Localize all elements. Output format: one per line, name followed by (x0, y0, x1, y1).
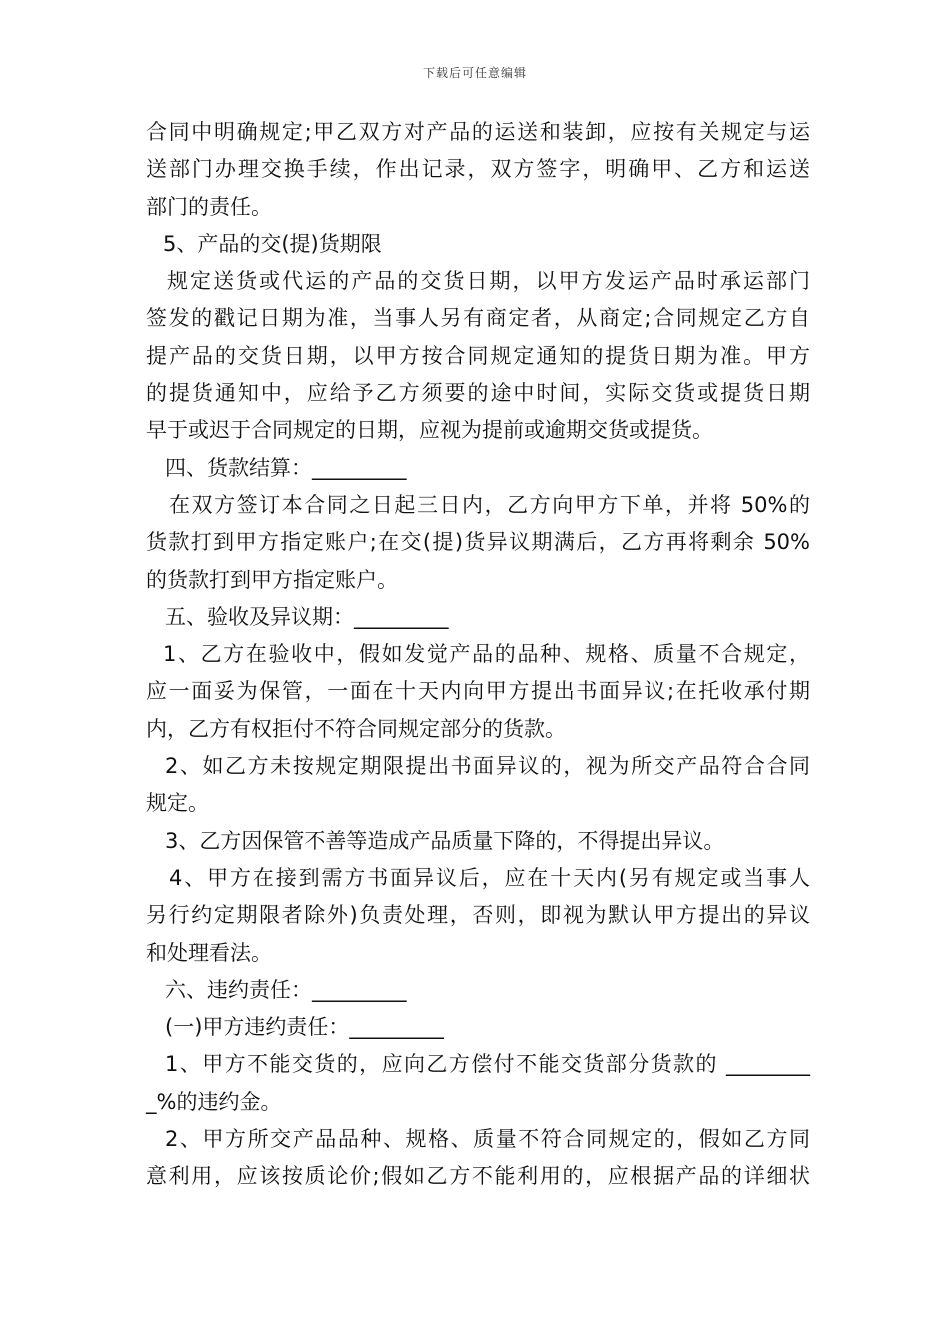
document-line: 5、产品的交(提)货期限 (163, 231, 382, 256)
document-line: 1、甲方不能交货的，应向乙方偿付不能交货部分货款的 ________ (165, 1052, 810, 1077)
document-line: (一)甲方违约责任：_________ (165, 1015, 444, 1040)
document-line: 和处理看法。 (146, 940, 272, 965)
document-line: 2、如乙方未按规定期限提出书面异议的，视为所交产品符合合同 (165, 754, 810, 779)
document-line: 货款打到甲方指定账户;在交(提)货异议期满后，乙方再将剩余 50% (146, 530, 810, 555)
document-line: 应一面妥为保管，一面在十天内向甲方提出书面异议;在托收承付期 (146, 679, 810, 704)
document-line: 的提货通知中，应给予乙方须要的途中时间，实际交货或提货日期 (146, 381, 810, 406)
document-line: 签发的戳记日期为准，当事人另有商定者，从商定;合同规定乙方自 (146, 306, 810, 331)
document-line: 早于或迟于合同规定的日期，应视为提前或逾期交货或提货。 (146, 418, 713, 443)
page-header-note: 下载后可任意编辑 (422, 66, 527, 80)
document-line: 3、乙方因保管不善等造成产品质量下降的，不得提出异议。 (165, 828, 725, 853)
document-line: 规定。 (146, 791, 209, 816)
document-line: 合同中明确规定;甲乙双方对产品的运送和装卸，应按有关规定与运 (146, 120, 810, 144)
document-body (146, 114, 810, 1196)
document-line: _%的违约金。 (146, 1089, 282, 1114)
document-line: 的货款打到甲方指定账户。 (146, 567, 398, 592)
document-line: 部门的责任。 (146, 194, 272, 219)
document-line: 另行约定期限者除外)负责处理，否则，即视为默认甲方提出的异议 (146, 903, 810, 928)
document-line: 送部门办理交换手续，作出记录，双方签字，明确甲、乙方和运送 (146, 157, 810, 182)
document-line: 六、违约责任：_________ (165, 977, 407, 1002)
document-line: 在双方签订本合同之日起三日内，乙方向甲方下单，并将 50%的 (169, 492, 810, 517)
document-line: 五、验收及异议期：_________ (165, 604, 449, 629)
document-line: 意利用，应该按质论价;假如乙方不能利用的，应根据产品的详细状 (146, 1164, 810, 1189)
document-line: 4、甲方在接到需方书面异议后，应在十天内(另有规定或当事人 (169, 865, 810, 890)
document-line: 四、货款结算：_________ (165, 455, 407, 480)
document-line: 2、甲方所交产品品种、规格、质量不符合同规定的，假如乙方同 (165, 1127, 810, 1152)
document-line: 提产品的交货日期，以甲方按合同规定通知的提货日期为准。甲方 (146, 343, 810, 368)
document-line: 1、乙方在验收中，假如发觉产品的品种、规格、质量不合规定， (163, 642, 810, 667)
document-line: 内，乙方有权拒付不符合同规定部分的货款。 (146, 716, 566, 741)
document-line: 规定送货或代运的产品的交货日期，以甲方发运产品时承运部门 (167, 269, 810, 294)
